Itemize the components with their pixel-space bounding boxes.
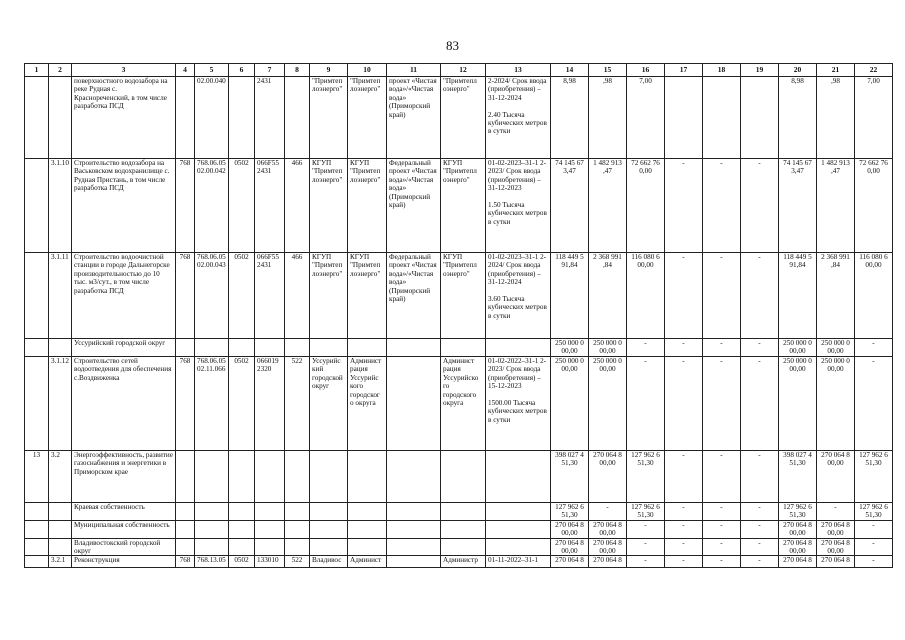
table-cell: - bbox=[741, 253, 779, 339]
table-cell: 066F55 2431 bbox=[255, 253, 285, 339]
table-cell: 3.1.10 bbox=[49, 159, 72, 253]
table-cell: - bbox=[665, 503, 703, 521]
table-cell: 522 bbox=[285, 357, 310, 451]
table-cell: 250 000 0 00,00 bbox=[551, 357, 589, 451]
table-cell: 0502 bbox=[229, 556, 255, 568]
table-cell: 270 064 8 00,00 bbox=[779, 538, 817, 556]
table-cell: 13 bbox=[25, 451, 49, 503]
table-cell bbox=[176, 503, 195, 521]
col-header: 11 bbox=[387, 64, 441, 77]
table-cell bbox=[285, 520, 310, 538]
table-cell bbox=[195, 538, 229, 556]
table-cell: 250 000 0 00,00 bbox=[589, 339, 627, 357]
table-cell bbox=[25, 253, 49, 339]
table-cell bbox=[285, 503, 310, 521]
table-cell: Энергоэффективность, развитие газоснабжения и энергетики в Приморском крае bbox=[72, 451, 176, 503]
table-cell bbox=[387, 503, 441, 521]
table-cell: 01-02-2023–31-1 2-2024/ Срок ввода (приобретения) – 31-12-2024 3.60 Тысяча кубических метров в сутки bbox=[486, 253, 551, 339]
table-cell: проект «Чистая вода»/«Чистая вода» (Приморский край) bbox=[387, 77, 441, 159]
table-row bbox=[25, 339, 893, 357]
table-cell: 116 080 6 00,00 bbox=[627, 253, 665, 339]
table-cell bbox=[229, 538, 255, 556]
table-cell: - bbox=[665, 253, 703, 339]
table-cell: - bbox=[627, 538, 665, 556]
table-cell: - bbox=[855, 556, 893, 568]
table-cell: 270 064 8 bbox=[589, 556, 627, 568]
col-header: 7 bbox=[255, 64, 285, 77]
table-cell: 0502 bbox=[229, 357, 255, 451]
table-cell: 127 962 6 51,30 bbox=[855, 451, 893, 503]
table-cell: КГУП "Примтеп лоэнерго" bbox=[310, 253, 348, 339]
table-cell: - bbox=[665, 520, 703, 538]
table-cell: 118 449 5 91,84 bbox=[779, 253, 817, 339]
table-cell bbox=[176, 77, 195, 159]
table-cell: 2431 bbox=[255, 77, 285, 159]
table-row bbox=[25, 556, 893, 568]
table-cell: - bbox=[855, 520, 893, 538]
table-cell bbox=[486, 339, 551, 357]
table-cell: 01-02-2023–31-1 2-2023/ Срок ввода (приобретения) – 31-12-2023 1.50 Тысяча кубических метров в сутки bbox=[486, 159, 551, 253]
table-cell: ,98 bbox=[817, 77, 855, 159]
col-header: 16 bbox=[627, 64, 665, 77]
table-cell: КГУП "Примтеп лоэнерго" bbox=[310, 159, 348, 253]
table-cell: - bbox=[741, 357, 779, 451]
table-cell bbox=[49, 538, 72, 556]
table-row bbox=[25, 538, 893, 556]
table-cell: 768 bbox=[176, 556, 195, 568]
table-cell: 270 064 8 00,00 bbox=[817, 538, 855, 556]
table-cell: - bbox=[703, 253, 741, 339]
table-cell bbox=[387, 538, 441, 556]
table-row bbox=[25, 77, 893, 159]
table-cell: 270 064 8 00,00 bbox=[589, 538, 627, 556]
table-cell: 2 368 991 ,84 bbox=[589, 253, 627, 339]
table-cell: - bbox=[741, 503, 779, 521]
table-cell bbox=[348, 520, 387, 538]
table-cell bbox=[486, 451, 551, 503]
table-cell bbox=[310, 503, 348, 521]
table-cell bbox=[255, 451, 285, 503]
table-cell bbox=[441, 339, 486, 357]
table-cell: Владивостокский городской округ bbox=[72, 538, 176, 556]
table-cell: Админист рация Уссурийс кого городског о округа bbox=[348, 357, 387, 451]
table-cell: - bbox=[855, 339, 893, 357]
table-cell bbox=[348, 503, 387, 521]
col-header: 9 bbox=[310, 64, 348, 77]
table-cell bbox=[441, 520, 486, 538]
table-cell: 768 bbox=[176, 253, 195, 339]
table-cell bbox=[25, 159, 49, 253]
table-cell bbox=[387, 339, 441, 357]
table-cell: 127 962 6 51,30 bbox=[551, 503, 589, 521]
table-cell bbox=[486, 538, 551, 556]
table-cell: 066019 2320 bbox=[255, 357, 285, 451]
table-cell: - bbox=[589, 503, 627, 521]
table-cell: 270 064 8 00,00 bbox=[817, 520, 855, 538]
table-cell bbox=[665, 77, 703, 159]
col-header: 3 bbox=[72, 64, 176, 77]
table-cell: "Примтеп лоэнерго" bbox=[348, 77, 387, 159]
table-cell: - bbox=[627, 339, 665, 357]
table-cell: 522 bbox=[285, 556, 310, 568]
table-cell: - bbox=[741, 556, 779, 568]
table-cell: 066F55 2431 bbox=[255, 159, 285, 253]
table-cell: - bbox=[741, 451, 779, 503]
table-cell: 72 662 76 0,00 bbox=[855, 159, 893, 253]
table-cell bbox=[49, 520, 72, 538]
table-cell bbox=[25, 339, 49, 357]
table-cell: 2 368 991 ,84 bbox=[817, 253, 855, 339]
table-cell: КГУП "Примтепл оэнерго" bbox=[441, 159, 486, 253]
table-cell: - bbox=[703, 339, 741, 357]
table-row bbox=[25, 451, 893, 503]
table-cell: 466 bbox=[285, 253, 310, 339]
table-cell bbox=[441, 503, 486, 521]
table-cell bbox=[176, 520, 195, 538]
table-cell: Строительство водоочистной станции в городе Дальнегорске производительностью до 10 тыс. м3/сут., в том числе разработка ПСД bbox=[72, 253, 176, 339]
table-cell: - bbox=[665, 556, 703, 568]
table-cell bbox=[229, 451, 255, 503]
table-cell bbox=[741, 77, 779, 159]
col-header: 21 bbox=[817, 64, 855, 77]
col-header: 6 bbox=[229, 64, 255, 77]
table-cell: 270 064 8 00,00 bbox=[589, 451, 627, 503]
table-cell: 270 064 8 bbox=[551, 556, 589, 568]
table-cell bbox=[486, 503, 551, 521]
table-cell bbox=[387, 451, 441, 503]
table-cell: 3.1.11 bbox=[49, 253, 72, 339]
table-cell bbox=[25, 520, 49, 538]
table-cell: 250 000 0 00,00 bbox=[779, 357, 817, 451]
table-cell: 7,00 bbox=[855, 77, 893, 159]
col-header: 20 bbox=[779, 64, 817, 77]
table-cell: 270 064 8 bbox=[817, 556, 855, 568]
table-cell bbox=[348, 451, 387, 503]
table-cell: Администр bbox=[441, 556, 486, 568]
col-header: 10 bbox=[348, 64, 387, 77]
table-cell: - bbox=[741, 538, 779, 556]
col-header: 12 bbox=[441, 64, 486, 77]
table-row bbox=[25, 253, 893, 339]
col-header: 1 bbox=[25, 64, 49, 77]
table-cell bbox=[310, 451, 348, 503]
table-cell: 0502 bbox=[229, 253, 255, 339]
table-cell: 2-2024/ Срок ввода (приобретения) – 31-12-2024 2.40 Тысяча кубических метров в сутки bbox=[486, 77, 551, 159]
table-cell: - bbox=[627, 357, 665, 451]
table-cell: 116 080 6 00,00 bbox=[855, 253, 893, 339]
table-cell bbox=[195, 451, 229, 503]
table-cell: - bbox=[665, 451, 703, 503]
table-cell: 3.2 bbox=[49, 451, 72, 503]
col-header: 22 bbox=[855, 64, 893, 77]
table-cell bbox=[176, 339, 195, 357]
table-cell: 270 064 8 bbox=[779, 556, 817, 568]
table-cell: 1 482 913 ,47 bbox=[817, 159, 855, 253]
table-cell bbox=[285, 77, 310, 159]
table-cell: - bbox=[703, 520, 741, 538]
table-cell bbox=[229, 77, 255, 159]
col-header: 13 bbox=[486, 64, 551, 77]
table-cell bbox=[229, 339, 255, 357]
table-cell: 270 064 8 00,00 bbox=[551, 520, 589, 538]
table-cell bbox=[387, 556, 441, 568]
table-cell: - bbox=[855, 538, 893, 556]
table-cell: 127 962 6 51,30 bbox=[627, 451, 665, 503]
table-cell: - bbox=[817, 503, 855, 521]
table-cell bbox=[25, 503, 49, 521]
table-cell bbox=[703, 77, 741, 159]
col-header: 2 bbox=[49, 64, 72, 77]
table-cell bbox=[285, 451, 310, 503]
table-cell: - bbox=[741, 339, 779, 357]
col-header: 14 bbox=[551, 64, 589, 77]
table-cell: 1 482 913 ,47 bbox=[589, 159, 627, 253]
table-cell bbox=[255, 503, 285, 521]
table-cell: 270 064 8 00,00 bbox=[589, 520, 627, 538]
table-cell bbox=[441, 451, 486, 503]
table-cell: - bbox=[665, 159, 703, 253]
header-row bbox=[25, 64, 893, 77]
table-cell: 250 000 0 00,00 bbox=[817, 339, 855, 357]
table-cell bbox=[310, 538, 348, 556]
table-cell: Уссурийс кий городской округ bbox=[310, 357, 348, 451]
table-cell: Строительство сетей водоотведения для обеспечения с.Воздвиженка bbox=[72, 357, 176, 451]
table-row bbox=[25, 159, 893, 253]
table-cell bbox=[310, 520, 348, 538]
col-header: 5 bbox=[195, 64, 229, 77]
table-cell bbox=[348, 538, 387, 556]
table-cell: Админист рация Уссурийско го городского округа bbox=[441, 357, 486, 451]
table-cell: - bbox=[703, 159, 741, 253]
table-cell bbox=[195, 503, 229, 521]
table-cell: 133010 bbox=[255, 556, 285, 568]
table-cell bbox=[49, 503, 72, 521]
col-header: 4 bbox=[176, 64, 195, 77]
table-cell bbox=[176, 538, 195, 556]
table-cell: "Примтеп лоэнерго" bbox=[310, 77, 348, 159]
table-cell: - bbox=[627, 520, 665, 538]
table-cell bbox=[25, 357, 49, 451]
col-header: 19 bbox=[741, 64, 779, 77]
table-cell: 127 962 6 51,30 bbox=[627, 503, 665, 521]
table-cell: 768 bbox=[176, 159, 195, 253]
table-cell: Федеральный проект «Чистая вода»/«Чистая вода» (Приморский край) bbox=[387, 159, 441, 253]
table-cell: 270 064 8 00,00 bbox=[817, 451, 855, 503]
table-cell: 01-02-2022–31-1 2-2023/ Срок ввода (приобретения) – 15-12-2023 1500.00 Тысяча кубических метров в сутки bbox=[486, 357, 551, 451]
table-cell: 768 bbox=[176, 357, 195, 451]
table-cell bbox=[229, 520, 255, 538]
table-cell: поверхностного водозабора на реке Рудная с. Краснореченский, в том числе разработка ПСД bbox=[72, 77, 176, 159]
table-cell: 118 449 5 91,84 bbox=[551, 253, 589, 339]
table-cell: 466 bbox=[285, 159, 310, 253]
table-cell: 250 000 0 00,00 bbox=[551, 339, 589, 357]
table-row bbox=[25, 520, 893, 538]
table-cell bbox=[176, 451, 195, 503]
table-cell: - bbox=[703, 538, 741, 556]
table-cell bbox=[195, 339, 229, 357]
table-body bbox=[25, 77, 893, 568]
table-cell bbox=[229, 503, 255, 521]
table-cell: Муниципальная собственность bbox=[72, 520, 176, 538]
table-cell bbox=[49, 77, 72, 159]
table-cell: ,98 bbox=[589, 77, 627, 159]
table-cell: "Примтепл оэнерго" bbox=[441, 77, 486, 159]
table-cell: Владивос bbox=[310, 556, 348, 568]
table-cell bbox=[255, 520, 285, 538]
table-cell: - bbox=[665, 357, 703, 451]
table-cell: 74 145 67 3,47 bbox=[551, 159, 589, 253]
table-cell bbox=[285, 339, 310, 357]
table-cell: - bbox=[703, 451, 741, 503]
table-cell: - bbox=[703, 357, 741, 451]
table-cell: 768.06.05 02.00.043 bbox=[195, 253, 229, 339]
table-cell: - bbox=[855, 357, 893, 451]
table-cell: 270 064 8 00,00 bbox=[779, 520, 817, 538]
table-cell: КГУП "Примтеп лоэнерго" bbox=[348, 253, 387, 339]
table-cell: - bbox=[665, 538, 703, 556]
table-cell: КГУП "Примтепл оэнерго" bbox=[441, 253, 486, 339]
table-cell: 250 000 0 00,00 bbox=[779, 339, 817, 357]
table-cell bbox=[255, 339, 285, 357]
col-header: 15 bbox=[589, 64, 627, 77]
table-cell: - bbox=[741, 159, 779, 253]
table-cell: 768.06.05 02.11.066 bbox=[195, 357, 229, 451]
col-header: 18 bbox=[703, 64, 741, 77]
table-cell: - bbox=[703, 503, 741, 521]
table-cell bbox=[310, 339, 348, 357]
table-cell bbox=[486, 520, 551, 538]
table-cell: 398 027 4 51,30 bbox=[551, 451, 589, 503]
table-cell bbox=[441, 538, 486, 556]
table-cell bbox=[255, 538, 285, 556]
table-cell: 3.2.1 bbox=[49, 556, 72, 568]
table-cell bbox=[285, 538, 310, 556]
table-cell: 3.1.12 bbox=[49, 357, 72, 451]
table-cell: - bbox=[627, 556, 665, 568]
table-cell: 127 962 6 51,30 bbox=[779, 503, 817, 521]
table-cell bbox=[25, 556, 49, 568]
table-cell: Строительство водозабора на Васьковском водохранилище с. Рудная Пристань, в том числе разработка ПСД bbox=[72, 159, 176, 253]
table-cell bbox=[49, 339, 72, 357]
table-cell bbox=[195, 520, 229, 538]
table-row bbox=[25, 503, 893, 521]
table-cell: - bbox=[703, 556, 741, 568]
table-cell: Федеральный проект «Чистая вода»/«Чистая вода» (Приморский край) bbox=[387, 253, 441, 339]
table-cell: Краевая собственность bbox=[72, 503, 176, 521]
table-cell: 8,98 bbox=[551, 77, 589, 159]
table-row bbox=[25, 357, 893, 451]
table-cell: 7,00 bbox=[627, 77, 665, 159]
table-cell: 398 027 4 51,30 bbox=[779, 451, 817, 503]
page-number: 83 bbox=[446, 38, 459, 53]
table-cell: 768.13.05 bbox=[195, 556, 229, 568]
table-cell: 0502 bbox=[229, 159, 255, 253]
table-cell: - bbox=[665, 339, 703, 357]
table-cell: КГУП "Примтеп лоэнерго" bbox=[348, 159, 387, 253]
table-cell bbox=[387, 520, 441, 538]
table-cell bbox=[25, 538, 49, 556]
table-cell: 01-11-2022–31-1 bbox=[486, 556, 551, 568]
col-header: 17 bbox=[665, 64, 703, 77]
table-cell: 250 000 0 00,00 bbox=[589, 357, 627, 451]
table-cell: 74 145 67 3,47 bbox=[779, 159, 817, 253]
table-cell bbox=[25, 77, 49, 159]
table-cell: Реконструкция bbox=[72, 556, 176, 568]
budget-table bbox=[24, 63, 893, 568]
table-cell: 02.00.040 bbox=[195, 77, 229, 159]
table-cell bbox=[387, 357, 441, 451]
table-cell: 8,98 bbox=[779, 77, 817, 159]
table-cell: 768.06.05 02.00.042 bbox=[195, 159, 229, 253]
table-cell: Уссурийский городской округ bbox=[72, 339, 176, 357]
table-cell: 270 064 8 00,00 bbox=[551, 538, 589, 556]
table-cell bbox=[348, 339, 387, 357]
table-cell: 72 662 76 0,00 bbox=[627, 159, 665, 253]
table-cell: 250 000 0 00,00 bbox=[817, 357, 855, 451]
table-cell: Админист bbox=[348, 556, 387, 568]
col-header: 8 bbox=[285, 64, 310, 77]
table-cell: - bbox=[741, 520, 779, 538]
table-cell: 127 962 6 51,30 bbox=[855, 503, 893, 521]
